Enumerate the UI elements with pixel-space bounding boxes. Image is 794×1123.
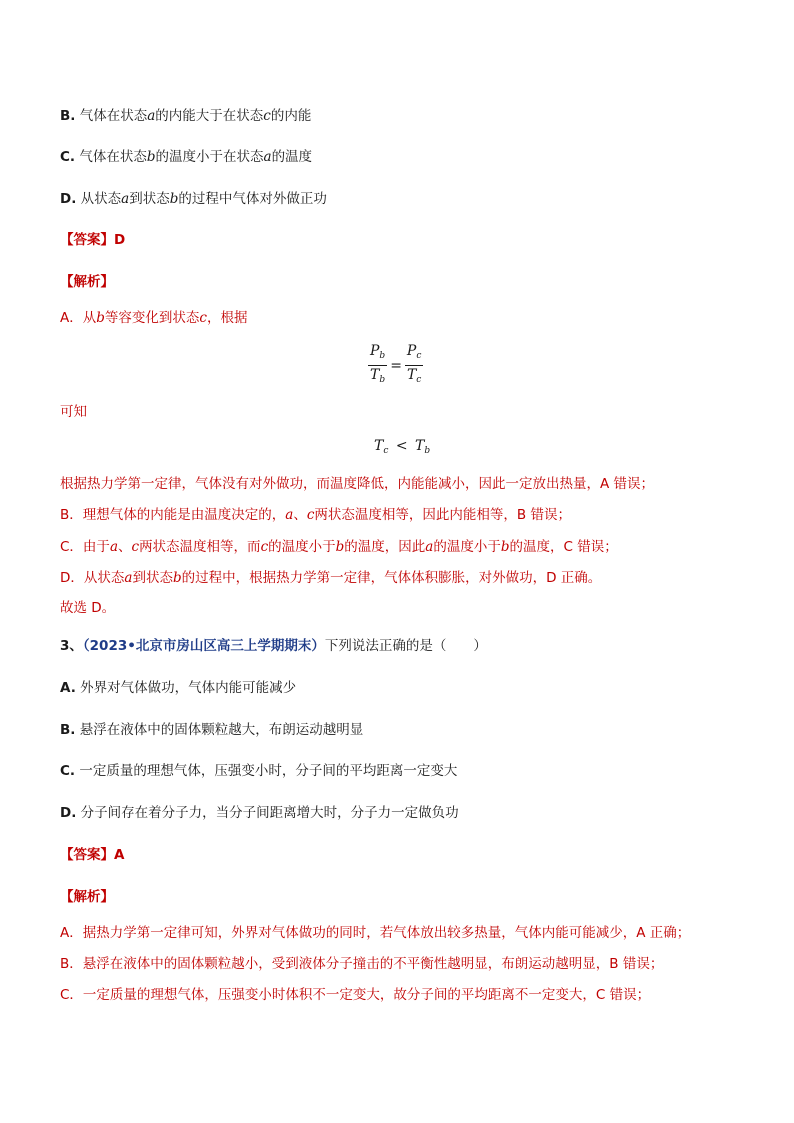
fraction-right: $\frac{P_c}{T_c}$ [406, 343, 422, 385]
q2-analysis-heading: 【解析】 [60, 274, 114, 290]
q2-analysis-a-conclusion: 根据热力学第一定律，气体没有对外做功，而温度降低，内能能减小，因此一定放出热量，A 错误； [60, 476, 655, 492]
q2-answer: 【答案】D [60, 232, 126, 248]
q2-analysis-d: D．从状态a到状态b的过程中，根据热力学第一定律，气体体积膨胀，对外做功，D 正确。 [60, 570, 602, 586]
q3-answer: 【答案】A [60, 847, 125, 863]
q3-option-a: A. 外界对气体做功，气体内能可能减少 [60, 680, 297, 696]
q2-analysis-a-intro: A．从b等容变化到状态c，根据 [60, 310, 248, 326]
q3-analysis-b: B．悬浮在液体中的固体颗粒越小，受到液体分子撞击的不平衡性越明显，布朗运动越明显，B 错误； [60, 956, 664, 972]
q2-kezhi: 可知 [60, 404, 87, 420]
q2-choose: 故选 D。 [60, 600, 116, 616]
q3-option-d: D. 分子间存在着分子力，当分子间距离增大时，分子力一定做负功 [60, 805, 459, 821]
q3-option-b: B. 悬浮在液体中的固体颗粒越大，布朗运动越明显 [60, 722, 364, 738]
q3-analysis-a: A．据热力学第一定律可知，外界对气体做功的同时，若气体放出较多热量，气体内能可能减少，A 正确； [60, 925, 691, 941]
q2-option-b: B. 气体在状态a的内能大于在状态c的内能 [60, 108, 312, 124]
q2-option-d: D. 从状态a到状态b的过程中气体对外做正功 [60, 191, 327, 207]
formula-temperature-inequality: $T_c < T_b$ [374, 438, 431, 456]
q3-stem: 3、（2023•北京市房山区高三上学期期末）下列说法正确的是（ ） [60, 638, 487, 654]
fraction-left: $\frac{P_b}{T_b}$ [370, 343, 386, 385]
q2-analysis-b: B．理想气体的内能是由温度决定的，a、c两状态温度相等，因此内能相等，B 错误； [60, 507, 571, 523]
formula-pressure-ratio: $\frac{P_b}{T_b}$ = $\frac{P_c}{T_c}$ [368, 342, 423, 389]
q3-analysis-heading: 【解析】 [60, 889, 114, 905]
q3-option-c: C. 一定质量的理想气体，压强变小时，分子间的平均距离一定变大 [60, 763, 458, 779]
q3-analysis-c: C．一定质量的理想气体，压强变小时体积不一定变大，故分子间的平均距离不一定变大，C 错误； [60, 987, 651, 1003]
q2-analysis-c: C．由于a、c两状态温度相等，而c的温度小于b的温度，因此a的温度小于b的温度，C 错误； [60, 539, 618, 555]
q2-option-c: C. 气体在状态b的温度小于在状态a的温度 [60, 149, 313, 165]
